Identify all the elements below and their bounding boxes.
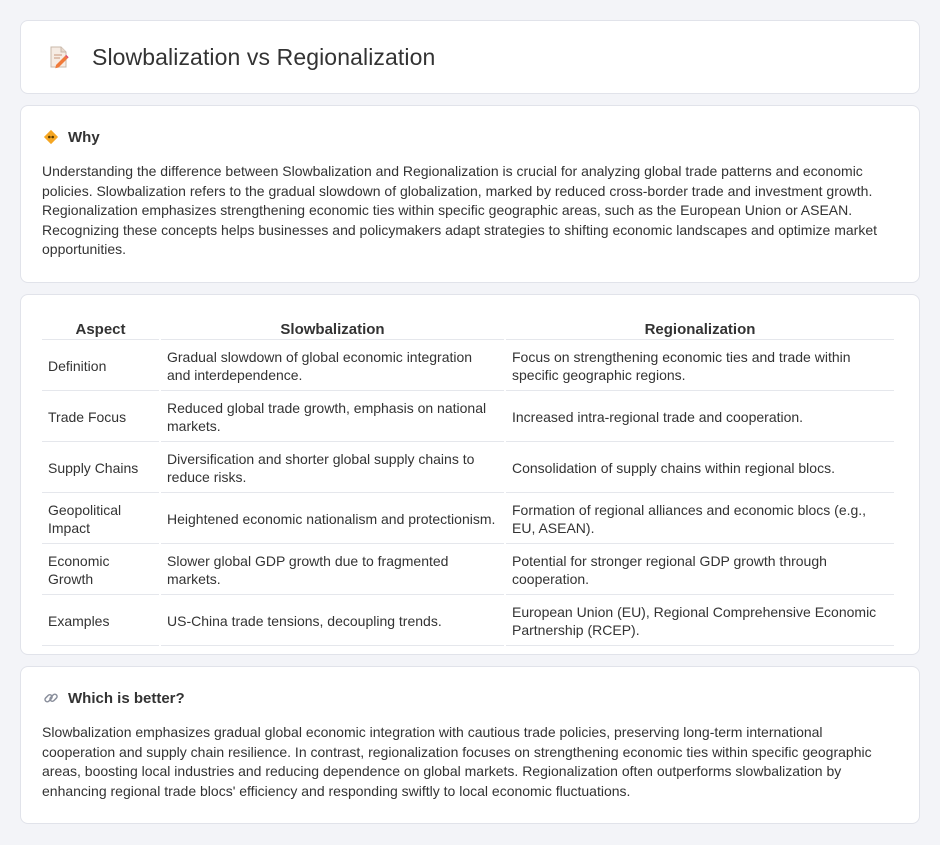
slowbalization-cell: Gradual slowdown of global economic integration and interdependence. — [161, 342, 504, 391]
comparison-table — [40, 314, 896, 648]
header-regionalization: Regionalization — [506, 316, 894, 340]
slowbalization-cell: US-China trade tensions, decoupling trends. — [161, 597, 504, 646]
slowbalization-cell: Slower global GDP growth due to fragmented markets. — [161, 546, 504, 595]
link-icon — [42, 689, 60, 707]
header-aspect: Aspect — [42, 316, 159, 340]
regionalization-cell: Increased intra-regional trade and cooperation. — [506, 393, 894, 442]
regionalization-cell: European Union (EU), Regional Comprehensive Economic Partnership (RCEP). — [506, 597, 894, 646]
header-card — [20, 20, 920, 94]
slowbalization-cell: Diversification and shorter global supply chains to reduce risks. — [161, 444, 504, 493]
why-section — [20, 105, 920, 283]
table-row — [42, 444, 894, 493]
table-row — [42, 597, 894, 646]
comparison-table-card — [20, 294, 920, 655]
regionalization-cell: Focus on strengthening economic ties and trade within specific geographic regions. — [506, 342, 894, 391]
document-pencil-icon — [48, 45, 70, 69]
slowbalization-cell: Reduced global trade growth, emphasis on national markets. — [161, 393, 504, 442]
better-title: Which is better? — [68, 689, 185, 707]
regionalization-cell: Consolidation of supply chains within regional blocs. — [506, 444, 894, 493]
aspect-cell: Economic Growth — [42, 546, 159, 595]
better-heading — [42, 689, 898, 707]
table-row — [42, 546, 894, 595]
header-slowbalization: Slowbalization — [161, 316, 504, 340]
table-header-row — [42, 316, 894, 340]
page-title: Slowbalization vs Regionalization — [92, 43, 436, 70]
why-heading — [42, 128, 898, 146]
why-title: Why — [68, 128, 100, 146]
table-row — [42, 393, 894, 442]
aspect-cell: Examples — [42, 597, 159, 646]
regionalization-cell: Potential for stronger regional GDP growth through cooperation. — [506, 546, 894, 595]
table-row — [42, 342, 894, 391]
table-row — [42, 495, 894, 544]
aspect-cell: Geopolitical Impact — [42, 495, 159, 544]
aspect-cell: Supply Chains — [42, 444, 159, 493]
aspect-cell: Trade Focus — [42, 393, 159, 442]
better-text: Slowbalization emphasizes gradual global economic integration with cautious trade policies, preserving long-term international cooperation and supply chain resilience. In contrast, regionalization focuses on strengthening economic ties within specific geographic areas, boosting local industries and reducing dependence on global markets. Regionalization often outperforms slowbalization by enhancing regional trade blocs' efficiency and responding swiftly to local economic fluctuations. — [42, 724, 872, 799]
which-is-better-section — [20, 666, 920, 824]
why-text: Understanding the difference between Slowbalization and Regionalization is crucial for analyzing global trade patterns and economic policies. Slowbalization refers to the gradual slowdown of globalization, marked by reduced cross-border trade and investment growth. Regionalization emphasizes strengthening economic ties within specific geographic areas, such as the European Union or ASEAN. Recognizing these concepts helps businesses and policymakers adapt strategies to shifting economic landscapes and optimize market opportunities. — [42, 163, 878, 257]
aspect-cell: Definition — [42, 342, 159, 391]
slowbalization-cell: Heightened economic nationalism and protectionism. — [161, 495, 504, 544]
diamond-sign-icon — [42, 128, 60, 146]
regionalization-cell: Formation of regional alliances and economic blocs (e.g., EU, ASEAN). — [506, 495, 894, 544]
